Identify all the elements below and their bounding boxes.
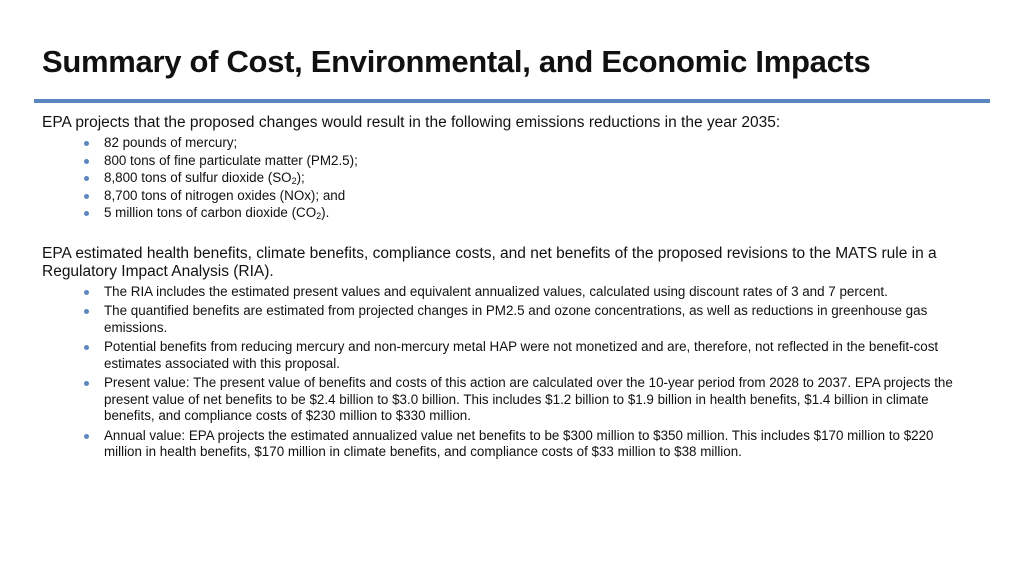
bullet-icon [84, 211, 89, 216]
slide-content [42, 114, 957, 464]
emissions-list [42, 135, 957, 222]
bullet-icon [84, 159, 89, 164]
bullet-icon [84, 141, 89, 146]
emissions-intro: EPA projects that the proposed changes would result in the following emissions reductions in the year 2035: [42, 114, 781, 131]
list-item: The quantified benefits are estimated from projected changes in PM2.5 and ozone concentrations, as well as reductions in greenhouse gas emissions. [104, 303, 957, 336]
bullet-icon [84, 345, 89, 350]
list-item: The RIA includes the estimated present values and equivalent annualized values, calculated using discount rates of 3 and 7 percent. [104, 284, 957, 301]
bullet-icon [84, 194, 89, 199]
list-item: 800 tons of fine particulate matter (PM2.5); [104, 153, 957, 170]
benefits-list [42, 284, 957, 461]
benefits-intro: EPA estimated health benefits, climate benefits, compliance costs, and net benefits of the proposed revisions to the MATS rule in a Regulatory Impact Analysis (RIA). [42, 244, 937, 280]
title-divider [34, 99, 990, 103]
bullet-icon [84, 381, 89, 386]
list-item: Annual value: EPA projects the estimated annualized value net benefits to be $300 million to $350 million. This includes $170 million to $220 million in health benefits, $170 million in climate benefits, and compliance costs of $33 million to $38 million. [104, 428, 957, 461]
bullet-icon [84, 290, 89, 295]
list-item: 5 million tons of carbon dioxide $(CO_2)$. [104, 205, 957, 222]
bullet-icon [84, 309, 89, 314]
list-item: 8,700 tons of nitrogen oxides (NOx); and [104, 188, 957, 205]
list-item: 8,800 tons of sulfur dioxide $(SO_2)$; [104, 170, 957, 187]
slide-title: Summary of Cost, Environmental, and Economic Impacts [42, 44, 871, 79]
bullet-icon [84, 434, 89, 439]
bullet-icon [84, 176, 89, 181]
list-item: 82 pounds of mercury; [104, 135, 957, 152]
list-item: Potential benefits from reducing mercury and non-mercury metal HAP were not monetized and are, therefore, not reflected in the benefit-cost estimates associated with this proposal. [104, 339, 957, 372]
list-item: Present value: The present value of benefits and costs of this action are calculated over the 10-year period from 2028 to 2037. EPA projects the present value of net benefits to be $2.4 billion to $3.0 billion. This includes $1.2 billion to $1.9 billion in health benefits, $1.4 billion in climate benefits, and compliance costs of $230 million to $330 million. [104, 375, 957, 425]
